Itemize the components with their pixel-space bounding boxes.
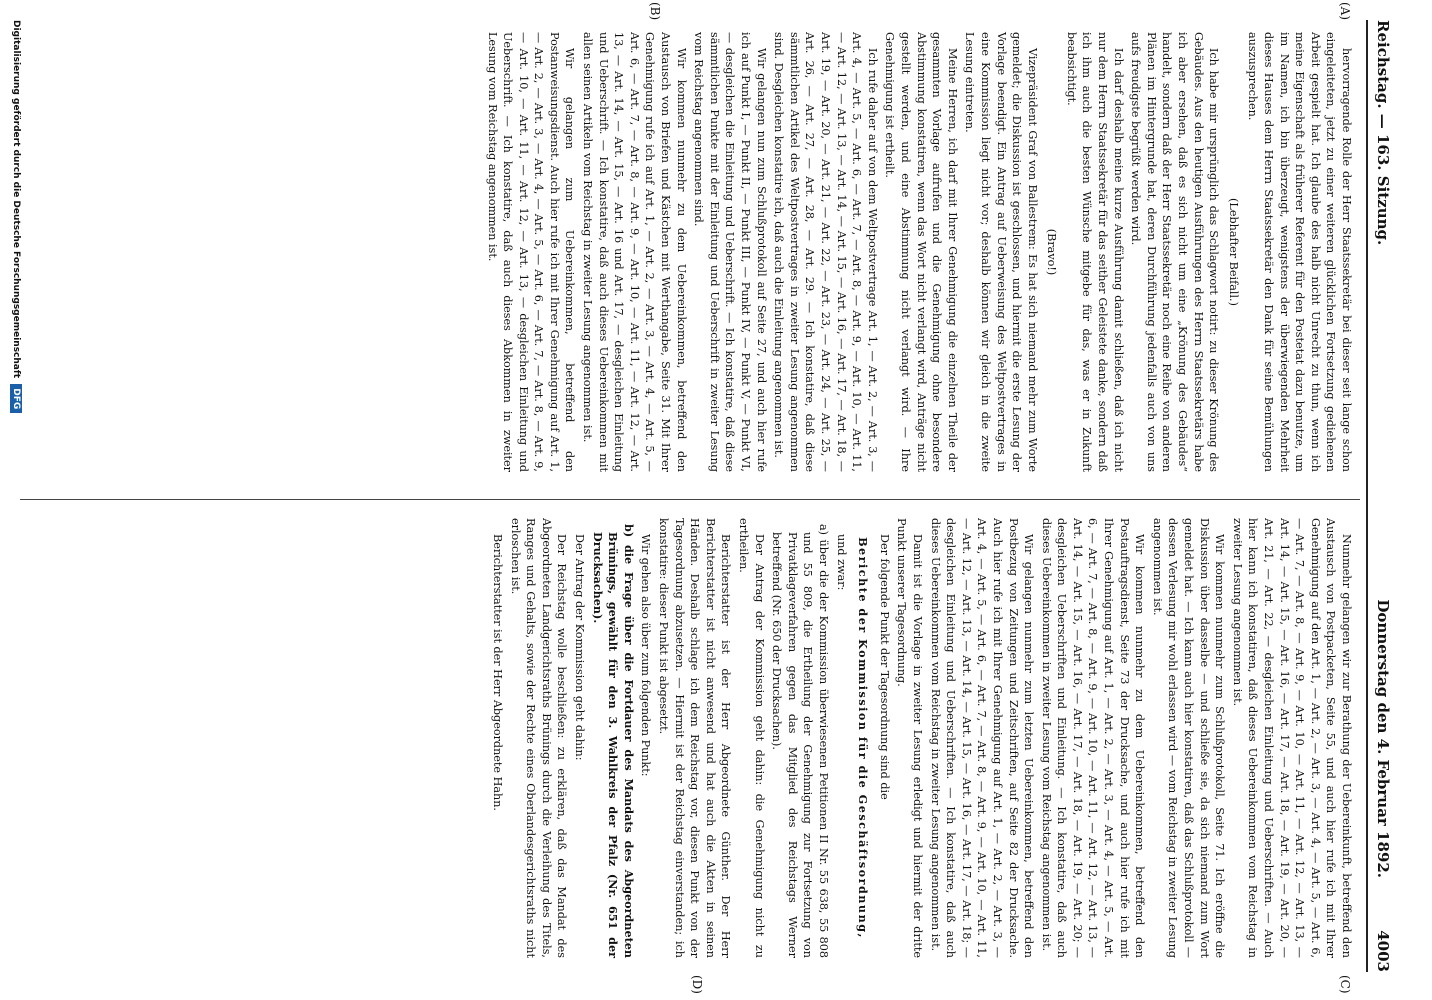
paragraph: Vizepräsident Graf von Ballestrem: Es hat sich niemand mehr zum Worte gemeldet; die Diskussion ist geschlossen, und hiermit die erste Lesung der Vorlage beendigt. Ein Antrag auf Ueberweisung des Weltpostvertrages in eine Kommission liegt nicht vor; deshalb können wir gleich in die zweite Lesung eintreten. [963,32,1039,472]
applause-note: (Bravo!) [1045,228,1059,276]
paragraph: Wir gelangen nun zum Schlußprotokoll auf Seite 27, und auch hier rufe ich auf Punkt I, — Punkt II, — Punkt III, — Punkt IV, — Punkt V, — Punkt VI, — desgleichen die Einleitung und Ueberschrift. — Ich konstatire, daß diese sämmtlichen Punkte mit der Einleitung und Ueberschrift in zweiter Lesung vom Reichstag angenommen sind. [692,32,768,472]
paragraph: und zwar: [834,534,848,591]
header-rule [1366,20,1368,972]
paragraph: Berichterstatter ist der Herr Abgeordnete Hahn. [491,534,505,811]
marker-c: (C) [1338,975,1352,994]
header-left: Reichstag. — 163. Sitzung. [1374,20,1392,246]
paragraph: Nunmehr gelangen wir zur Berathung der Uebereinkunft, betreffend den Austausch von Postpacketen, Seite 55, und auch hier rufe ich mit Ihrer Genehmigung auf den Art. 1, — Art. 2, — Art. 3, — Art. 4, — Art. 5, — Art. 6, — Art. 7, — Art. 8, — Art. 9, — Art. 10, — Art. 11, — Art. 12, — Art. 13, — Art. 14, — Art. 15, — Art. 16, — Art. 17, — Art. 18, — Art. 19, — Art. 20, — Art. 21, — Art. 22, — desgleichen Einleitung und Ueberschriften. — Auch hier kann ich konstatiren, daß dieses Uebereinkommen vom Reichstag in zweiter Lesung angenommen ist. [1230,518,1353,958]
agenda-item-b: b) die Frage über die Fortdauer des Mandats des Abgeordneten Brünings, gewählt für den 3. Wahlkreis der Pfalz (Nr. 651 der Drucksachen). [590,524,636,958]
paragraph: Der Antrag der Kommission geht dahin: die Genehmigung nicht zu ertheilen. [737,518,766,958]
paragraph: Damit ist die Vorlage in zweiter Lesung erledigt und hiermit der dritte Punkt unserer Tagesordnung. [895,518,924,958]
paragraph: Der Antrag der Kommission geht dahin: [573,534,587,761]
paragraph: Wir gelangen nunmehr zum letzten Uebereinkommen, betreffend den Postbezug von Zeitungen und Zeitschriften, auf Seite 82 der Drucksache. Auch hier rufe ich mit Ihrer Genehmigung auf Art. 1, — Art. 2, — Art. 3, — Art. 4, — Art. 5, — Art. 6, — Art. 7, — Art. 8, — Art. 9, — Art. 10, — Art. 11, — Art. 12, — Art. 13, — Art. 14, — Art. 15, — Art. 16, — Art. 17, — Art. 18; — desgleichen Einleitung und Ueberschriften. — Ich konstatire, daß auch dieses Uebereinkommen vom Reichstag in zweiter Lesung angenommen ist. [928,518,1036,958]
credit-text: Digitalisierung gefördert durch die Deutsche Forschungsgemeinschaft [11,20,21,379]
column-divider [20,499,1360,500]
dfg-logo: DFG [10,384,22,413]
digitization-credit [10,20,22,972]
section-heading: Berichte der Kommission für die Geschäftsordnung, [856,537,871,939]
right-column [488,518,1354,958]
page-header [1366,20,1392,972]
paragraph: Ich darf deshalb meine kurze Ausführung damit schließen, daß ich nicht nur dem Herrn Staatssekretär für das seither Geleistete danke, sondern daß ich ihm auch die besten Wünsche mitgebe für das, was er in Zukunft beabsichtigt. [1064,32,1125,472]
marker-b: (B) [648,2,662,21]
paragraph: Ich habe mir ursprünglich das Schlagwort notirt: zu dieser Krönung des Gebäudes. Aus den heutigen Ausführungen des Herrn Staatssekretärs habe ich aber ersehen, daß es sich nicht um eine „Krönung des Gebäudes“ handelt, sondern daß der Herr Staatssekretär noch eine Reihe von anderen Plänen im Hintergrunde hat, deren Durchführung jedenfalls auch von uns aufs freudigste begrüßt werden wird. [1129,32,1221,472]
paragraph: Wir gelangen zum Uebereinkommen, betreffend den Postanweisungsdienst. Auch hier rufe ich mit Ihrer Genehmigung auf Art. 1, — Art. 2, — Art. 3, — Art. 4, — Art. 5, — Art. 6, — Art. 7, — Art. 8, — Art. 9, — Art. 10, — Art. 11, — Art. 12, — Art. 13, — desgleichen Einleitung und Ueberschrift. — Ich konstatire, daß auch dieses Abkommen in zweiter Lesung vom Reichstag angenommen ist. [485,32,577,472]
paragraph: Wir kommen nunmehr zu dem Uebereinkommen, betreffend den Postauftragsdienst, Seite 73 der Drucksache, und auch hier rufe ich mit Ihrer Genehmigung auf Art. 1, — Art. 2, — Art. 3, — Art. 4, — Art. 5, — Art. 6, — Art. 7, — Art. 8, — Art. 9, — Art. 10, — Art. 11, — Art. 12, — Art. 13, — Art. 14, — Art. 15, — Art. 16, — Art. 17, — Art. 18, — Art. 19, — Art. 20; — desgleichen Ueberschriften und Einleitung. — Ich konstatire, daß auch dieses Uebereinkommen in zweiter Lesung vom Reichstag angenommen ist. [1039,518,1147,958]
header-date: Donnerstag den 4. Februar 1892. [1374,599,1392,879]
page-number: 4003 [1374,930,1392,972]
paragraph: Wir kommen nunmehr zu dem Uebereinkommen, betreffend den Austausch von Briefen und Kästchen mit Werthangabe, Seite 31. Mit Ihrer Genehmigung rufe ich auf Art. 1, — Art. 2, — Art. 3, — Art. 4, — Art. 5, — Art. 6, — Art. 7, — Art. 8, — Art. 9, — Art. 10, — Art. 11, — Art. 12, — Art. 13, — Art. 14, — Art. 15, — Art. 16 und Art. 17, — desgleichen Einleitung und Ueberschrift. — Ich konstatire, daß auch dieses Uebereinkommen mit allen seinen Artikeln vom Reichstag in zweiter Lesung angenommen ist. [581,32,688,472]
marker-a: (A) [1338,2,1352,21]
left-column [482,32,1354,472]
paragraph: Berichterstatter ist der Herr Abgeordnete Günther. Der Herr Berichterstatter ist nicht anwesend und hat auch die Akten in seinen Händen. Deshalb schlage ich dem Reichstag vor, diesen Punkt von der Tagesordnung abzusetzen. — Hiermit ist der Reichstag einverstanden; ich konstatire: dieser Punkt ist abgesetzt. [657,518,733,958]
marker-d: (D) [690,975,704,994]
paragraph: Der folgende Punkt der Tagesordnung sind die [877,534,891,800]
agenda-item-a: a) über die der Kommission überwiesenen Petitionen II Nr. 55 638, 55 808 und 55 809, die Ertheilung der Genehmigung zur Fortsetzung von Privatklageverfahren gegen das Mitglied des Reichstags Werner betreffend (Nr. 650 der Drucksachen). [770,524,830,958]
header-right [1374,599,1392,972]
paragraph: Der Reichstag wolle beschließen: zu erklären, daß das Mandat des Abgeordneten Landgerichtsraths Brünings durch die Verleihung des Titels, Ranges und Gehalts, sowie der Rechte eines Oberlandesgerichtsraths nicht erloschen ist. [508,518,569,958]
paragraph: Wir gehen also über zum folgenden Punkt: [639,534,653,777]
paragraph: Wir kommen nunmehr zum Schlußprotokoll, Seite 71. Ich eröffne die Diskussion über dasselbe — und schließe sie, da sich niemand zum Wort gemeldet hat. — Ich kann auch hier konstatiren, daß das Schlußprotokoll — dessen Verlesung mir wohl erlassen wird — vom Reichstag in zweiter Lesung angenommen ist. [1150,518,1227,958]
applause-note: (Lebhafter Beifall.) [1226,198,1240,306]
paragraph: Ich rufe daher auf von dem Weltpostvertrage Art. 1, — Art. 2, — Art. 3, — Art. 4, — Art. 5, — Art. 6, — Art. 7, — Art. 8, — Art. 9, — Art. 10, — Art. 11, — Art. 12, — Art. 13, — Art. 14, — Art. 15, — Art. 16, — Art. 17, — Art. 18, — Art. 19, — Art. 20, — Art. 21, — Art. 22, — Art. 23, — Art. 24, — Art. 25, — Art. 26, — Art. 27, — Art. 28, — Art. 29. — Ich konstatire, daß diese sämmtlichen Artikel des Weltpostvertrages in zweiter Lesung angenommen sind. Desgleichen konstatire ich, daß auch die Einleitung angenommen ist. [772,32,879,472]
paragraph: hervorragende Rolle der Herr Staatssekretär bei dieser seit lange schon eingeleiteten, jetzt zu einer weiteren glücklichen Fortsetzung gediehenen Arbeit gespielt hat. Ich glaube des halb nicht Unrecht zu thun, wenn ich meine Eigenschaft als früherer Referent für den Postetat dazu benutze, um im Namen, ich bin überzeugt, wenigstens der überwiegenden Mehrheit dieses Hauses dem Herrn Staatssekretär den Dank für seine Bemühungen auszusprechen. [1246,32,1353,472]
paragraph: Meine Herren, ich darf mit Ihrer Genehmigung die einzelnen Theile der gesammten Vorlage aufrufen und die Genehmigung ohne besondere Abstimmung konstatiren, wenn das Wort nicht verlangt wird, Anträge nicht gestellt werden, und eine Abstimmung nicht verlangt wird. — Ihre Genehmigung ist ertheilt. [883,32,959,472]
